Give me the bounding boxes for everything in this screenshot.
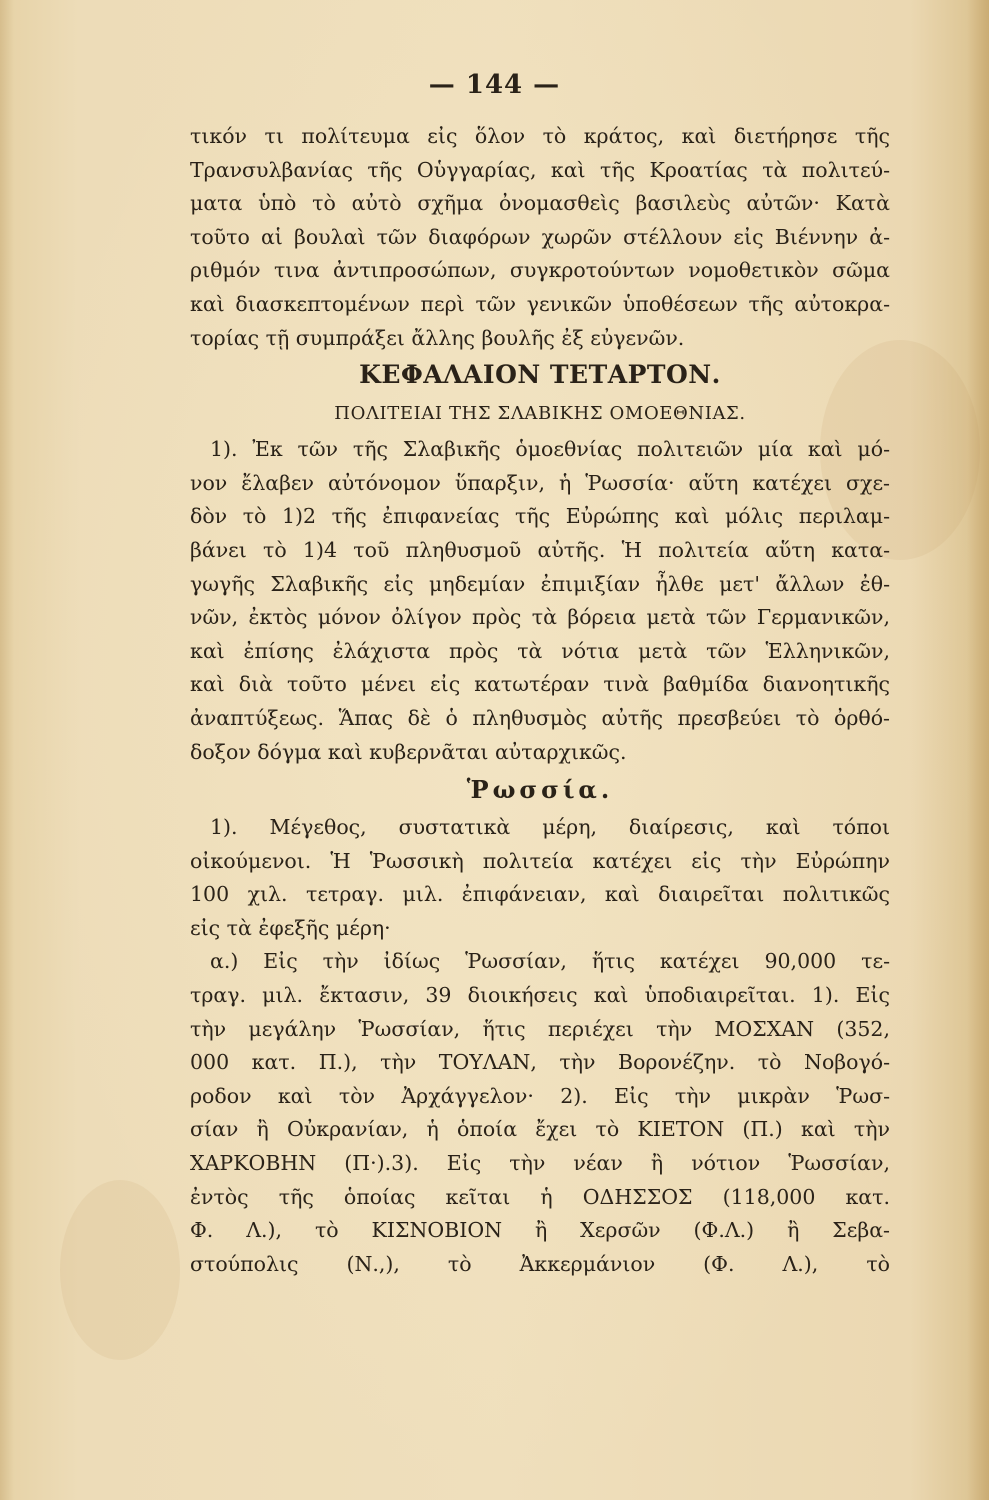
text-line: ροδον καὶ τὸν Ἀρχάγγελον· 2). Εἰς τὴν μικρὰν Ῥωσ- [190,1083,890,1108]
text-line: ματα ὑπὸ τὸ αὐτὸ σχῆμα ὀνομασθεὶς βασιλεὺς αὐτῶν· Κατὰ [190,191,890,216]
section-title: Ῥωσσία. [466,775,614,805]
text-line: Φ. Λ.), τὸ ΚΙΣΝΟΒΙΟΝ ἢ Χερσῶν (Φ.Λ.) ἢ Σεβα- [190,1218,890,1243]
text-line: γωγῆς Σλαβικῆς εἰς μηδεμίαν ἐπιμιξίαν ἦλθε μετ' ἄλλων ἐθ- [190,571,890,596]
text-line: τικόν τι πολίτευμα εἰς ὅλον τὸ κράτος, καὶ διετήρησε τῆς [190,124,890,148]
text-line: τορίας τῇ συμπράξει ἄλλης βουλῆς ἐξ εὐγενῶν. [190,325,685,350]
text-line: 1). Μέγεθος, συστατικὰ μέρη, διαίρεσις, καὶ τόποι [210,815,890,840]
paragraph-slavic [190,433,890,769]
text-line: ἀναπτύξεως. Ἅπας δὲ ὁ πληθυσμὸς αὐτῆς πρεσβεύει τὸ ὀρθό- [190,705,890,730]
text-line: τραγ. μιλ. ἔκτασιν, 39 διοικήσεις καὶ ὑποδιαιρεῖται. 1). Εἰς [190,983,890,1008]
text-line: 1). Ἐκ τῶν τῆς Σλαβικῆς ὁμοεθνίας πολιτειῶν μία καὶ μό- [210,437,890,462]
text-line: Τρανσυλβανίας τῆς Οὑγγαρίας, καὶ τῆς Κροατίας τὰ πολιτεύ- [190,157,890,182]
text-line: α.) Εἰς τὴν ἰδίως Ῥωσσίαν, ἥτις κατέχει 90,000 τε- [210,949,890,974]
text-line: 100 χιλ. τετραγ. μιλ. ἐπιφάνειαν, καὶ διαιρεῖται πολιτικῶς [190,882,890,907]
text-line: βάνει τὸ 1)4 τοῦ πληθυσμοῦ αὐτῆς. Ἡ πολιτεία αὕτη κατα- [190,537,890,562]
chapter-subtitle: ΠΟΛΙΤΕΙΑΙ ΤΗΣ ΣΛΑΒΙΚΗΣ ΟΜΟΕΘΝΙΑΣ. [334,403,746,425]
text-line: στούπολις (Ν.,), τὸ Ἀκκερμάνιον (Φ. Λ.), τὸ [190,1251,890,1276]
text-line: δοξον δόγμα καὶ κυβερνᾶται αὐταρχικῶς. [190,739,627,764]
text-line: οἰκούμενοι. Ἡ Ῥωσσικὴ πολιτεία κατέχει εἰς τὴν Εὐρώπην [190,848,890,873]
page-shadow-right [967,0,989,1500]
text-line: εἰς τὰ ἐφεξῆς μέρη· [190,915,391,940]
text-line: καὶ διασκεπτομένων περὶ τῶν γενικῶν ὑποθέσεων τῆς αὐτοκρα- [190,291,890,316]
text-line: ἐντὸς τῆς ὁποίας κεῖται ἡ ΟΔΗΣΣΟΣ (118,000 κατ. [190,1184,890,1209]
text-line: ΧΑΡΚΟΒΗΝ (Π·).3). Εἰς τὴν νέαν ἢ νότιον Ῥωσσίαν, [190,1151,890,1176]
page-shadow-left [0,0,14,1500]
text-line: σίαν ἢ Οὐκρανίαν, ἡ ὁποία ἔχει τὸ ΚΙΕΤΟΝ (Π.) καὶ τὴν [190,1117,890,1142]
text-line: 000 κατ. Π.), τὴν ΤΟΥΛΑΝ, τὴν Βορονέζην. τὸ Νοβογό- [190,1050,890,1075]
text-line: νῶν, ἐκτὸς μόνον ὀλίγον πρὸς τὰ βόρεια μετὰ τῶν Γερμανικῶν, [190,605,890,630]
paragraph-russia [190,811,890,1281]
paragraph-intro [190,120,890,355]
text-line: καὶ διὰ τοῦτο μένει εἰς κατωτέραν τινὰ βαθμίδα διανοητικῆς [190,672,890,697]
paper-stain [60,1180,180,1360]
text-line: δὸν τὸ 1)2 τῆς ἐπιφανείας τῆς Εὐρώπης καὶ μόλις περιλαμ- [190,504,890,529]
page-number: — 144 — [428,70,561,100]
chapter-title: ΚΕΦΑΛΑΙΟΝ ΤΕΤΑΡΤΟΝ. [359,360,721,390]
text-line: ριθμόν τινα ἀντιπροσώπων, συγκροτούντων νομοθετικὸν σῶμα [190,258,890,283]
text-line: τὴν μεγάλην Ῥωσσίαν, ἥτις περιέχει τὴν ΜΟΣΧΑΝ (352, [190,1016,890,1041]
text-line: νον ἔλαβεν αὐτόνομον ὕπαρξιν, ἡ Ῥωσσία· αὕτη κατέχει σχε- [190,470,890,495]
page-text [190,120,890,1281]
text-line: καὶ ἐπίσης ἐλάχιστα πρὸς τὰ νότια μετὰ τῶν Ἑλληνικῶν, [190,638,890,663]
text-line: τοῦτο αἱ βουλαὶ τῶν διαφόρων χωρῶν στέλλουν εἰς Βιέννην ἀ- [190,224,890,249]
